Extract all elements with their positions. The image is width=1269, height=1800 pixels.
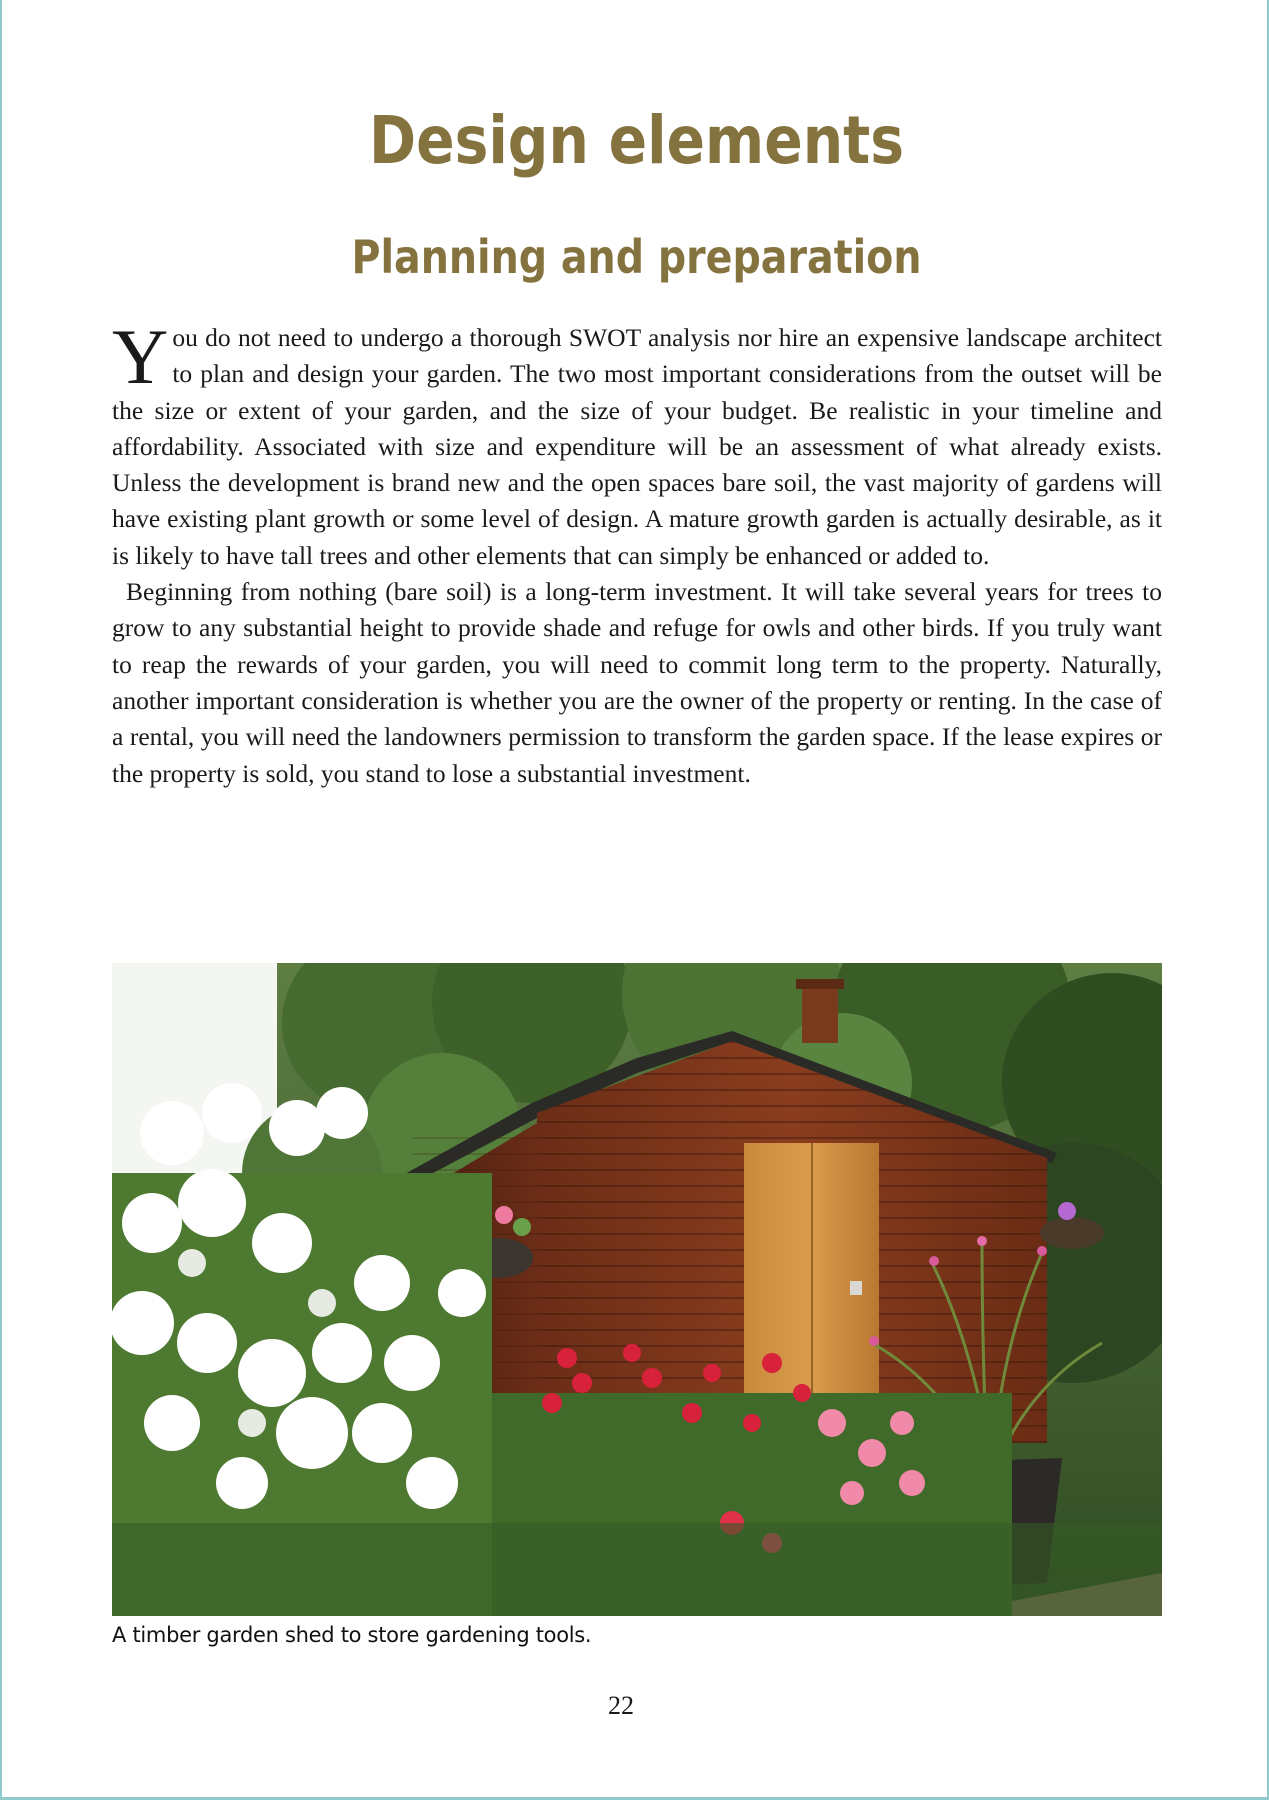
page-number: 22: [608, 1691, 634, 1720]
page-title: Design elements: [368, 102, 905, 179]
garden-shed-illustration: [112, 963, 1162, 1616]
body-text: [112, 313, 1162, 792]
garden-shed-photo: [112, 963, 1162, 1616]
paragraph-1-text: ou do not need to undergo a thorough SWOT analysis nor hire an expensive landscape architect to plan and design your garden. The two most important considerations from the outset will be the size or extent of your garden, and the size of your budget. Be realistic in your timeline and affordability. Associated with size and expenditure will be an assessment of what already exists. Unless the development is brand new and the open spaces bare soil, the vast majority of gardens will have existing plant growth or some level of design. A mature growth garden is actually desirable, as it is likely to have tall trees and other elements that can simply be enhanced or added to.: [112, 323, 1162, 570]
figure-caption: A timber garden shed to store gardening tools.: [112, 1623, 592, 1647]
drop-cap: Y: [112, 313, 169, 400]
paragraph-1: [112, 313, 1162, 574]
section-subtitle: Planning and preparation: [351, 230, 922, 284]
paragraph-2: Beginning from nothing (bare soil) is a long-term investment. It will take several years for trees to grow to any substantial height to provide shade and refuge for owls and other birds. If you truly want to reap the rewards of your garden, you will need to commit long term to the property. Naturally, another important consideration is whether you are the owner of the property or renting. In the case of a rental, you will need the landowners permission to transform the garden space. If the lease expires or the property is sold, you stand to lose a substantial investment.: [112, 577, 1162, 788]
